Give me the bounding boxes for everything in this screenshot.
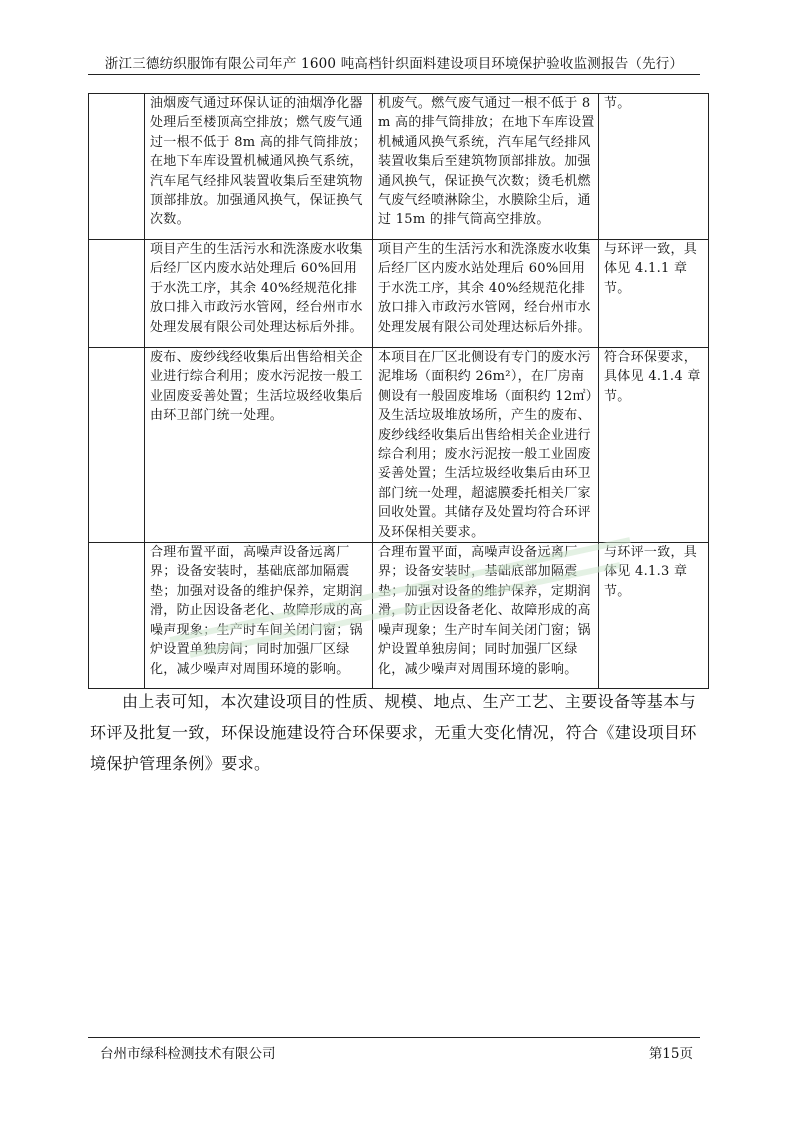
comparison-table <box>88 93 709 689</box>
table-cell: 项目产生的生活污水和洗涤废水收集后经厂区内废水站处理后 60%回用于水洗工序，其余 40%经规范化排放口排入市政污水管网，经台州市水处理发展有限公司处理达标后外排。 <box>145 240 373 348</box>
header-rule <box>88 74 700 75</box>
table-cell: 合理布置平面，高噪声设备远离厂界；设备安装时，基础底部加隔震垫；加强对设备的维护保养，定期润滑，防止因设备老化、故障形成的高噪声现象；生产时车间关闭门窗；锅炉设置单独房间；同时加强厂区绿化，减少噪声对周围环境的影响。 <box>145 543 373 689</box>
table-cell-blank <box>89 94 145 240</box>
conclusion-paragraph: 由上表可知，本次建设项目的性质、规模、地点、生产工艺、主要设备等基本与环评及批复一致，环保设施建设符合环保要求，无重大变化情况，符合《建设项目环境保护管理条例》要求。 <box>90 692 697 773</box>
table-cell: 项目产生的生活污水和洗涤废水收集后经厂区内废水站处理后 60%回用于水洗工序，其余 40%经规范化排放口排入市政污水管网，经台州市水处理发展有限公司处理达标后外排。 <box>373 240 599 348</box>
page-header-title: 浙江三德纺织服饰有限公司年产 1600 吨高档针织面料建设项目环境保护验收监测报告（先行） <box>104 56 684 72</box>
table-cell: 与环评一致，具体见 4.1.1 章节。 <box>599 240 709 348</box>
footer-rule <box>88 1037 700 1038</box>
table-cell: 合理布置平面，高噪声设备远离厂界；设备安装时，基础底部加隔震垫；加强对设备的维护保养，定期润滑，防止因设备老化、故障形成的高噪声现象；生产时车间关闭门窗；锅炉设置单独房间；同时加强厂区绿化，减少噪声对周围环境的影响。 <box>373 543 599 689</box>
page-number: 第15页 <box>648 1046 693 1062</box>
table-cell: 与环评一致，具体见 4.1.3 章节。 <box>599 543 709 689</box>
table-cell: 机废气。燃气废气通过一根不低于 8m 高的排气筒排放；在地下车库设置机械通风换气系统，汽车尾气经排风装置收集后至建筑物顶部排放。加强通风换气，保证换气次数；烫毛机燃气废气经喷淋除尘，水膜除尘后，通过 15m 的排气筒高空排放。 <box>373 94 599 240</box>
table-cell: 废布、废纱线经收集后出售给相关企业进行综合利用；废水污泥按一般工业固废妥善处置；生活垃圾经收集后由环卫部门统一处理。 <box>145 348 373 543</box>
table-cell: 本项目在厂区北侧设有专门的废水污泥堆场（面积约 26m²），在厂房南侧设有一般固废堆场（面积约 12㎡）及生活垃圾堆放场所，产生的废布、废纱线经收集后出售给相关企业进行综合利用；废水污泥按一般工业固废妥善处置；生活垃圾经收集后由环卫部门统一处理，超滤膜委托相关厂家回收处置。其储存及处置均符合环评及环保相关要求。 <box>373 348 599 543</box>
table-cell: 符合环保要求，具体见 4.1.4 章节。 <box>599 348 709 543</box>
table-cell-blank <box>89 240 145 348</box>
table-row <box>89 543 709 689</box>
table-cell: 节。 <box>599 94 709 240</box>
table-row <box>89 240 709 348</box>
table-row <box>89 348 709 543</box>
table-cell: 油烟废气通过环保认证的油烟净化器处理后至楼顶高空排放；燃气废气通过一根不低于 8m 高的排气筒排放；在地下车库设置机械通风换气系统，汽车尾气经排风装置收集后至建筑物顶部排放。加强通风换气，保证换气次数。 <box>145 94 373 240</box>
table-cell-blank <box>89 543 145 689</box>
footer-company: 台州市绿科检测技术有限公司 <box>100 1046 276 1062</box>
table-cell-blank <box>89 348 145 543</box>
table-row <box>89 94 709 240</box>
